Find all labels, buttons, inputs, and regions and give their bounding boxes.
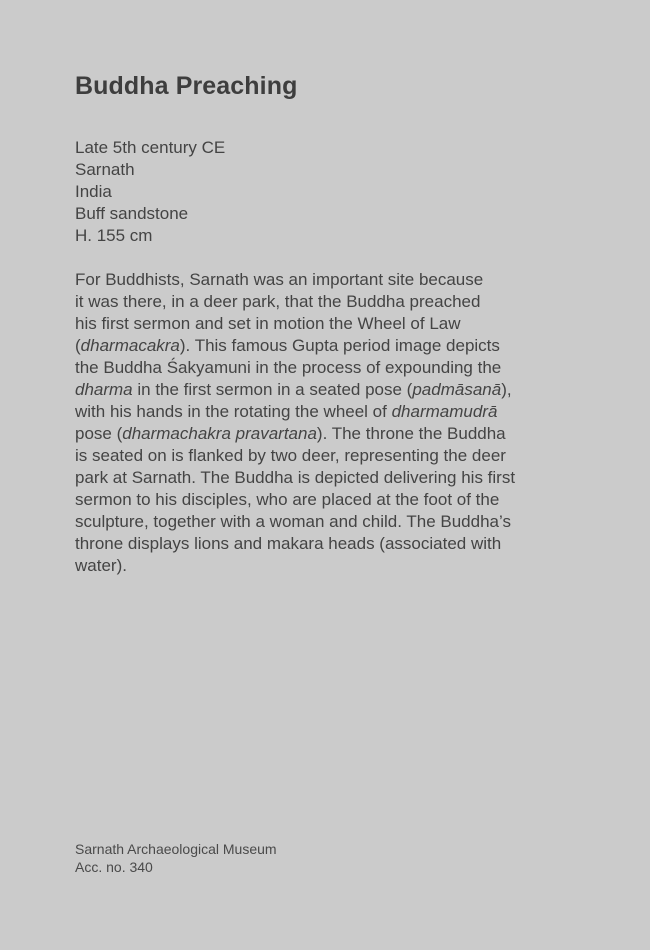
- description-text: with his hands in the rotating the wheel of: [75, 402, 392, 421]
- description-text: ). The throne the Buddha: [316, 424, 506, 443]
- description-italic-term: dharmacakra: [80, 336, 180, 355]
- description-line: [75, 335, 565, 357]
- artwork-metadata: [75, 137, 225, 247]
- description-italic-term: dharmachakra pravartana: [122, 424, 317, 443]
- description-line: [75, 379, 565, 401]
- description-text: ),: [501, 380, 512, 399]
- description-line: [75, 445, 565, 467]
- label-footer: [75, 840, 277, 876]
- accession-number: Acc. no. 340: [75, 859, 153, 875]
- description-text: (: [75, 336, 81, 355]
- description-italic-term: padmāsanā: [412, 380, 502, 399]
- description-line: [75, 467, 565, 489]
- description-text: the Buddha Śakyamuni in the process of expounding the: [75, 358, 502, 377]
- description-line: [75, 291, 565, 313]
- artwork-country: India: [75, 182, 112, 201]
- description-line: [75, 269, 565, 291]
- description-text: it was there, in a deer park, that the Buddha preached: [75, 292, 481, 311]
- description-text: pose (: [75, 424, 123, 443]
- description-line: [75, 555, 565, 577]
- description-text: sculpture, together with a woman and child. The Buddha’s: [75, 512, 511, 531]
- description-italic-term: dharmamudrā: [391, 402, 498, 421]
- artwork-material: Buff sandstone: [75, 204, 189, 223]
- description-text: water).: [75, 556, 127, 575]
- artwork-description: [75, 269, 565, 577]
- description-line: [75, 313, 565, 335]
- description-line: [75, 489, 565, 511]
- description-line: [75, 401, 565, 423]
- artwork-dimensions: H. 155 cm: [75, 226, 153, 245]
- description-text: park at Sarnath. The Buddha is depicted delivering his first: [75, 468, 516, 487]
- description-italic-term: dharma: [75, 380, 133, 399]
- description-line: [75, 533, 565, 555]
- description-line: [75, 511, 565, 533]
- description-text: ). This famous Gupta period image depicts: [179, 336, 500, 355]
- description-text: in the first sermon in a seated pose (: [132, 380, 413, 399]
- description-text: sermon to his disciples, who are placed at the foot of the: [75, 490, 500, 509]
- museum-name: Sarnath Archaeological Museum: [75, 841, 277, 857]
- description-text: his first sermon and set in motion the Wheel of Law: [75, 314, 461, 333]
- description-text: For Buddhists, Sarnath was an important site because: [75, 270, 484, 289]
- description-text: is seated on is flanked by two deer, representing the deer: [75, 446, 506, 465]
- artwork-date: Late 5th century CE: [75, 138, 226, 157]
- description-line: [75, 423, 565, 445]
- description-line: [75, 357, 565, 379]
- artwork-title: Buddha Preaching: [75, 72, 298, 100]
- description-text: throne displays lions and makara heads (associated with: [75, 534, 502, 553]
- artwork-site: Sarnath: [75, 160, 135, 179]
